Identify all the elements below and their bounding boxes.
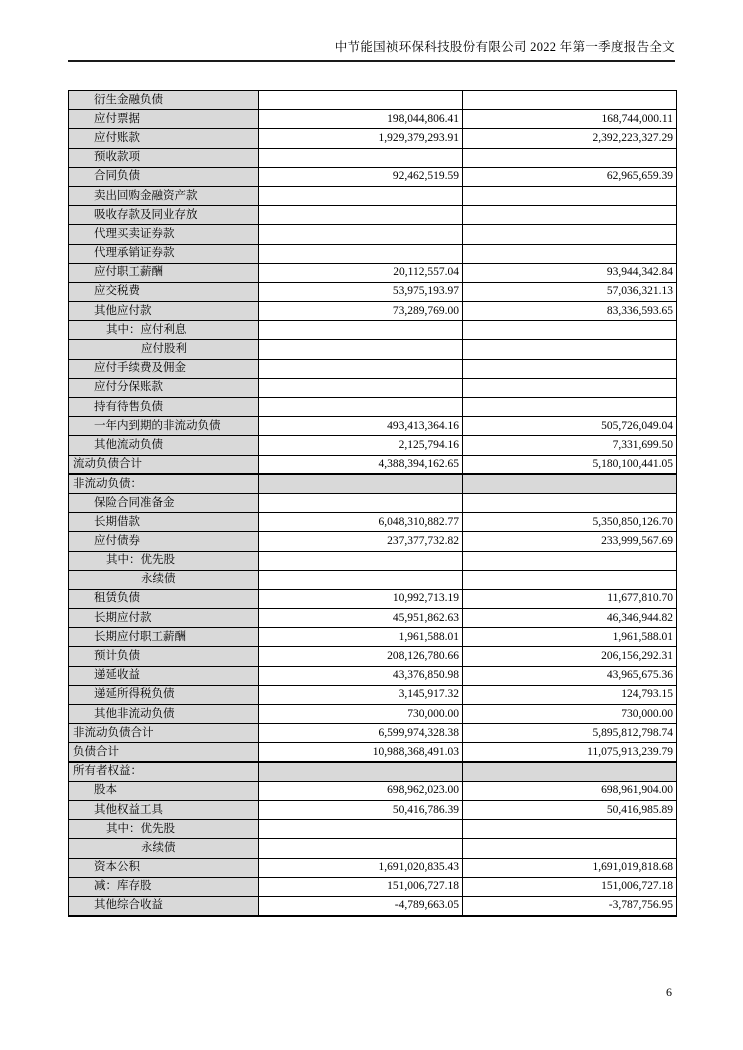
row-label: 递延收益 bbox=[94, 669, 140, 682]
row-label: 递延所得税负债 bbox=[94, 688, 175, 701]
row-value-current: 50,416,786.39 bbox=[259, 800, 463, 819]
row-label: 应付分保账款 bbox=[94, 381, 163, 394]
row-value-current bbox=[259, 839, 463, 858]
row-value-current bbox=[259, 493, 463, 512]
row-value-prior bbox=[463, 206, 677, 225]
row-value-current bbox=[259, 91, 463, 110]
row-label: 长期应付职工薪酬 bbox=[94, 630, 186, 643]
table-row bbox=[69, 839, 677, 858]
row-value-current: 10,992,713.19 bbox=[259, 589, 463, 608]
row-value-current: 4,388,394,162.65 bbox=[259, 455, 463, 474]
row-label: 其他权益工具 bbox=[94, 803, 163, 816]
table-row bbox=[69, 513, 677, 532]
table-row bbox=[69, 340, 677, 359]
row-value-current bbox=[259, 206, 463, 225]
table-row bbox=[69, 493, 677, 512]
table-row bbox=[69, 206, 677, 225]
table-row bbox=[69, 666, 677, 685]
table-row bbox=[69, 858, 677, 877]
table-row bbox=[69, 762, 677, 781]
row-value-prior: 11,075,913,239.79 bbox=[463, 743, 677, 762]
table-row bbox=[69, 820, 677, 839]
row-value-current: 2,125,794.16 bbox=[259, 436, 463, 455]
table-row bbox=[69, 551, 677, 570]
header-rule bbox=[68, 60, 675, 62]
row-value-prior: 206,156,292.31 bbox=[463, 647, 677, 666]
table-row bbox=[69, 167, 677, 186]
row-value-prior bbox=[463, 378, 677, 397]
row-label: 保险合同准备金 bbox=[94, 496, 175, 509]
row-label: 减：库存股 bbox=[94, 880, 152, 893]
row-label: 流动负债合计 bbox=[73, 457, 142, 470]
table-row bbox=[69, 282, 677, 301]
row-value-prior: 5,180,100,441.05 bbox=[463, 455, 677, 474]
table-row bbox=[69, 244, 677, 263]
table-row bbox=[69, 570, 677, 589]
row-label: 预计负债 bbox=[94, 650, 140, 663]
row-label: 应付职工薪酬 bbox=[94, 266, 163, 279]
table-row bbox=[69, 724, 677, 743]
table-row bbox=[69, 628, 677, 647]
row-value-prior: 5,895,812,798.74 bbox=[463, 724, 677, 743]
row-value-prior bbox=[463, 762, 677, 781]
table-row bbox=[69, 474, 677, 493]
row-value-current: 6,599,974,328.38 bbox=[259, 724, 463, 743]
row-value-prior: 2,392,223,327.29 bbox=[463, 129, 677, 148]
table-row bbox=[69, 436, 677, 455]
row-value-current bbox=[259, 148, 463, 167]
row-value-prior bbox=[463, 551, 677, 570]
row-label: 应付股利 bbox=[141, 343, 187, 356]
table-row bbox=[69, 781, 677, 800]
row-value-current: 730,000.00 bbox=[259, 705, 463, 724]
row-label: 股本 bbox=[94, 784, 117, 797]
row-value-prior: 151,006,727.18 bbox=[463, 877, 677, 896]
row-label: 卖出回购金融资产款 bbox=[94, 189, 198, 202]
row-label: 应付手续费及佣金 bbox=[94, 362, 186, 375]
table-row bbox=[69, 896, 677, 915]
row-label: 其他应付款 bbox=[94, 304, 152, 317]
table-row bbox=[69, 455, 677, 474]
row-label: 合同负债 bbox=[94, 170, 140, 183]
row-value-prior: 7,331,699.50 bbox=[463, 436, 677, 455]
table-row bbox=[69, 398, 677, 417]
row-value-prior bbox=[463, 148, 677, 167]
row-value-current: 493,413,364.16 bbox=[259, 417, 463, 436]
row-value-prior bbox=[463, 839, 677, 858]
table-row bbox=[69, 589, 677, 608]
row-value-current bbox=[259, 225, 463, 244]
row-value-current: 208,126,780.66 bbox=[259, 647, 463, 666]
row-value-current bbox=[259, 359, 463, 378]
table-row bbox=[69, 743, 677, 762]
table-row bbox=[69, 877, 677, 896]
row-label: 永续债 bbox=[141, 841, 176, 854]
row-label: 非流动负债： bbox=[73, 477, 142, 490]
row-value-current: 43,376,850.98 bbox=[259, 666, 463, 685]
row-value-current: 10,988,368,491.03 bbox=[259, 743, 463, 762]
table-row bbox=[69, 148, 677, 167]
table-row bbox=[69, 302, 677, 321]
row-value-current: 198,044,806.41 bbox=[259, 110, 463, 129]
row-value-prior bbox=[463, 340, 677, 359]
row-value-prior: 730,000.00 bbox=[463, 705, 677, 724]
row-label: 非流动负债合计 bbox=[73, 726, 154, 739]
row-value-current: 237,377,732.82 bbox=[259, 532, 463, 551]
row-value-prior: 93,944,342.84 bbox=[463, 263, 677, 282]
row-value-prior bbox=[463, 244, 677, 263]
row-value-current bbox=[259, 321, 463, 340]
row-label: 持有待售负债 bbox=[94, 400, 163, 413]
row-label: 代理买卖证券款 bbox=[94, 227, 175, 240]
row-value-prior: 1,961,588.01 bbox=[463, 628, 677, 647]
row-value-current bbox=[259, 474, 463, 493]
row-value-current: 53,975,193.97 bbox=[259, 282, 463, 301]
row-label: 租赁负债 bbox=[94, 592, 140, 605]
table-row bbox=[69, 186, 677, 205]
table-row bbox=[69, 800, 677, 819]
balance-sheet-table bbox=[68, 90, 677, 917]
row-label: 长期借款 bbox=[94, 515, 140, 528]
row-value-prior bbox=[463, 321, 677, 340]
row-value-current bbox=[259, 820, 463, 839]
row-value-current bbox=[259, 244, 463, 263]
table-row bbox=[69, 129, 677, 148]
row-value-current bbox=[259, 378, 463, 397]
row-value-current: 1,929,379,293.91 bbox=[259, 129, 463, 148]
row-label: 永续债 bbox=[141, 573, 176, 586]
row-value-current: 151,006,727.18 bbox=[259, 877, 463, 896]
row-label: 衍生金融负债 bbox=[94, 93, 163, 106]
table-row bbox=[69, 417, 677, 436]
row-value-current: 20,112,557.04 bbox=[259, 263, 463, 282]
page-header bbox=[68, 37, 675, 55]
table-row bbox=[69, 263, 677, 282]
row-label: 其他综合收益 bbox=[94, 899, 163, 912]
row-value-prior bbox=[463, 493, 677, 512]
row-value-current: 45,951,862.63 bbox=[259, 609, 463, 628]
row-value-prior bbox=[463, 225, 677, 244]
row-value-prior: 505,726,049.04 bbox=[463, 417, 677, 436]
row-label: 应付债券 bbox=[94, 534, 140, 547]
table-row bbox=[69, 321, 677, 340]
row-label: 应付账款 bbox=[94, 131, 140, 144]
row-value-current bbox=[259, 398, 463, 417]
row-value-prior bbox=[463, 186, 677, 205]
row-label: 应付票据 bbox=[94, 112, 140, 125]
report-title: 中节能国祯环保科技股份有限公司 2022 年第一季度报告全文 bbox=[334, 40, 675, 54]
row-value-prior: 43,965,675.36 bbox=[463, 666, 677, 685]
row-value-prior: 11,677,810.70 bbox=[463, 589, 677, 608]
row-value-prior: -3,787,756.95 bbox=[463, 896, 677, 915]
row-value-current: 6,048,310,882.77 bbox=[259, 513, 463, 532]
table-row bbox=[69, 532, 677, 551]
row-value-current: 3,145,917.32 bbox=[259, 685, 463, 704]
row-value-prior: 83,336,593.65 bbox=[463, 302, 677, 321]
row-value-prior: 168,744,000.11 bbox=[463, 110, 677, 129]
table-row bbox=[69, 110, 677, 129]
row-value-current bbox=[259, 551, 463, 570]
row-value-current: -4,789,663.05 bbox=[259, 896, 463, 915]
row-value-prior: 124,793.15 bbox=[463, 685, 677, 704]
table-row bbox=[69, 647, 677, 666]
row-label: 一年内到期的非流动负债 bbox=[94, 419, 221, 432]
table-row bbox=[69, 359, 677, 378]
row-value-current: 698,962,023.00 bbox=[259, 781, 463, 800]
row-value-current: 1,691,020,835.43 bbox=[259, 858, 463, 877]
row-label: 负债合计 bbox=[73, 745, 119, 758]
row-value-prior: 5,350,850,126.70 bbox=[463, 513, 677, 532]
balance-sheet-body bbox=[69, 91, 677, 916]
row-value-prior: 50,416,985.89 bbox=[463, 800, 677, 819]
row-value-prior bbox=[463, 820, 677, 839]
row-value-prior: 46,346,944.82 bbox=[463, 609, 677, 628]
row-value-prior bbox=[463, 359, 677, 378]
row-value-prior: 233,999,567.69 bbox=[463, 532, 677, 551]
table-row bbox=[69, 225, 677, 244]
row-value-current: 92,462,519.59 bbox=[259, 167, 463, 186]
row-value-prior bbox=[463, 570, 677, 589]
row-label: 资本公积 bbox=[94, 861, 140, 874]
table-row bbox=[69, 685, 677, 704]
row-value-current bbox=[259, 340, 463, 359]
row-label: 其他流动负债 bbox=[94, 438, 163, 451]
row-value-prior bbox=[463, 474, 677, 493]
page-number: 6 bbox=[666, 985, 672, 999]
row-label: 其他非流动负债 bbox=[94, 707, 175, 720]
table-row bbox=[69, 705, 677, 724]
row-value-prior: 698,961,904.00 bbox=[463, 781, 677, 800]
row-value-prior: 57,036,321.13 bbox=[463, 282, 677, 301]
row-value-prior bbox=[463, 398, 677, 417]
row-value-prior bbox=[463, 91, 677, 110]
row-value-prior: 1,691,019,818.68 bbox=[463, 858, 677, 877]
row-label: 吸收存款及同业存放 bbox=[94, 208, 198, 221]
row-label: 其中：优先股 bbox=[106, 822, 175, 835]
table-row bbox=[69, 378, 677, 397]
row-value-current: 1,961,588.01 bbox=[259, 628, 463, 647]
row-value-current bbox=[259, 186, 463, 205]
row-label: 预收款项 bbox=[94, 151, 140, 164]
row-label: 长期应付款 bbox=[94, 611, 152, 624]
row-value-current bbox=[259, 762, 463, 781]
row-label: 应交税费 bbox=[94, 285, 140, 298]
table-row bbox=[69, 91, 677, 110]
row-label: 其中：优先股 bbox=[106, 554, 175, 567]
table-row bbox=[69, 609, 677, 628]
row-value-current bbox=[259, 570, 463, 589]
row-label: 代理承销证券款 bbox=[94, 247, 175, 260]
row-label: 其中：应付利息 bbox=[106, 323, 187, 336]
row-value-prior: 62,965,659.39 bbox=[463, 167, 677, 186]
row-value-current: 73,289,769.00 bbox=[259, 302, 463, 321]
row-label: 所有者权益： bbox=[73, 765, 142, 778]
